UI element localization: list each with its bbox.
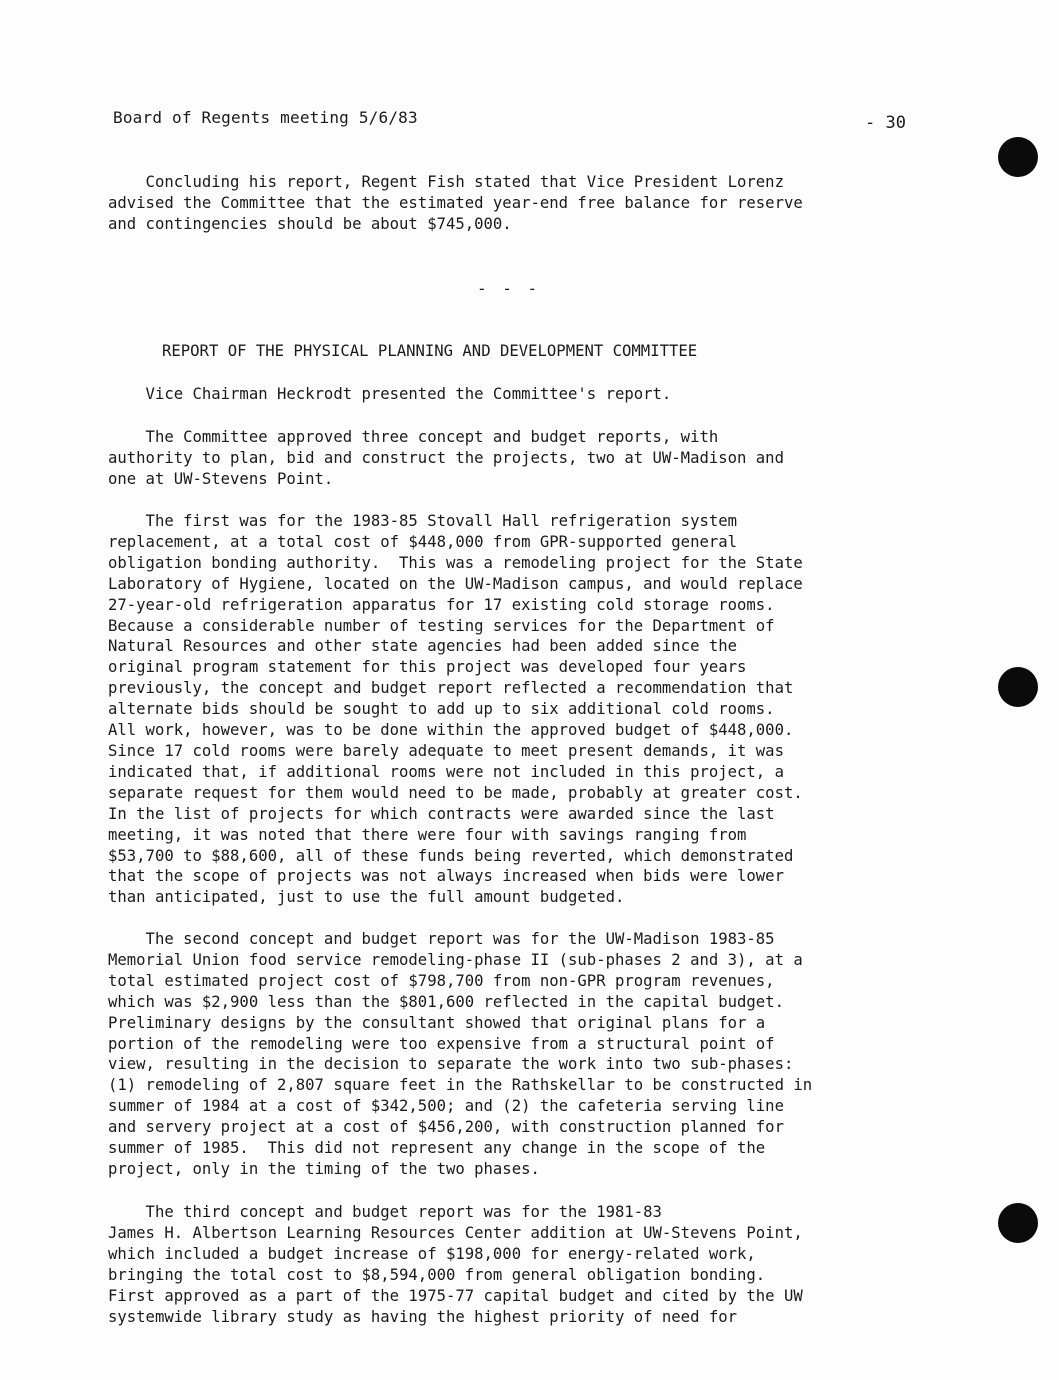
section-divider: - - - (477, 279, 541, 298)
punch-hole-middle (998, 667, 1038, 707)
section-heading: REPORT OF THE PHYSICAL PLANNING AND DEVELOPMENT COMMITTEE (162, 342, 698, 360)
paragraph-second-report: The second concept and budget report was for the UW-Madison 1983-85 Memorial Union food service remodeling-phase II (sub-phases 2 and 3), at a total estimated project cost of $798,700 from non-GPR program revenues, which was $2,900 less than the $801,600 reflected in the capital budget. Preliminary designs by the consultant showed that original plans for a portion of the remodeling were too expensive from a structural point of view, resulting in the decision to separate the work into two sub-phases: (1) remodeling of 2,807 square feet in the Rathskellar to be constructed in summer of 1984 at a cost of $342,500; and (2) the cafeteria serving line and servery project at a cost of $456,200, with construction planned for summer of 1985. This did not represent any change in the scope of the project, only in the timing of the two phases. (108, 930, 813, 1178)
paragraph-committee-approved: The Committee approved three concept and budget reports, with authority to plan, bid and construct the projects, two at UW-Madison and one at UW-Stevens Point. (108, 428, 784, 488)
paragraph-first-report: The first was for the 1983-85 Stovall Hall refrigeration system replacement, at a total cost of $448,000 from GPR-supported general obligation bonding authority. This was a remodeling project for the State Laboratory of Hygiene, located on the UW-Madison campus, and would replace 27-year-old refrigeration apparatus for 17 existing cold storage rooms. Because a considerable number of testing services for the Department of Natural Resources and other state agencies had been added since the original program statement for this project was developed four years previously, the concept and budget report reflected a recommendation that alternate bids should be sought to add up to six additional cold rooms. All work, however, was to be done within the approved budget of $448,000. Since 17 cold rooms were barely adequate to meet present demands, it was indicated that, if additional rooms were not included in this project, a separate request for them would need to be made, probably at greater cost. In the list of projects for which contracts were awarded since the last meeting, it was noted that there were four with savings ranging from $53,700 to $88,600, all of these funds being reverted, which demonstrated that the scope of projects was not always increased when bids were lower than anticipated, just to use the full amount budgeted. (108, 512, 803, 907)
paragraph-third-report: The third concept and budget report was for the 1981-83 James H. Albertson Learning Resources Center addition at UW-Stevens Point, which included a budget increase of $198,000 for energy-related work, bringing the total cost to $8,594,000 from general obligation bonding. First approved as a part of the 1975-77 capital budget and cited by the UW systemwide library study as having the highest priority of need for (108, 1203, 803, 1326)
punch-hole-top (998, 137, 1038, 177)
page-header-title: Board of Regents meeting 5/6/83 (113, 108, 418, 127)
paragraph-heckrodt-presented: Vice Chairman Heckrodt presented the Committee's report. (108, 385, 672, 403)
page-number: - 30 (865, 113, 906, 133)
punch-hole-bottom (998, 1203, 1038, 1243)
paragraph-fish-report-conclusion: Concluding his report, Regent Fish stated that Vice President Lorenz advised the Committee that the estimated year-end free balance for reserve and contingencies should be about $745,000. (108, 173, 803, 233)
